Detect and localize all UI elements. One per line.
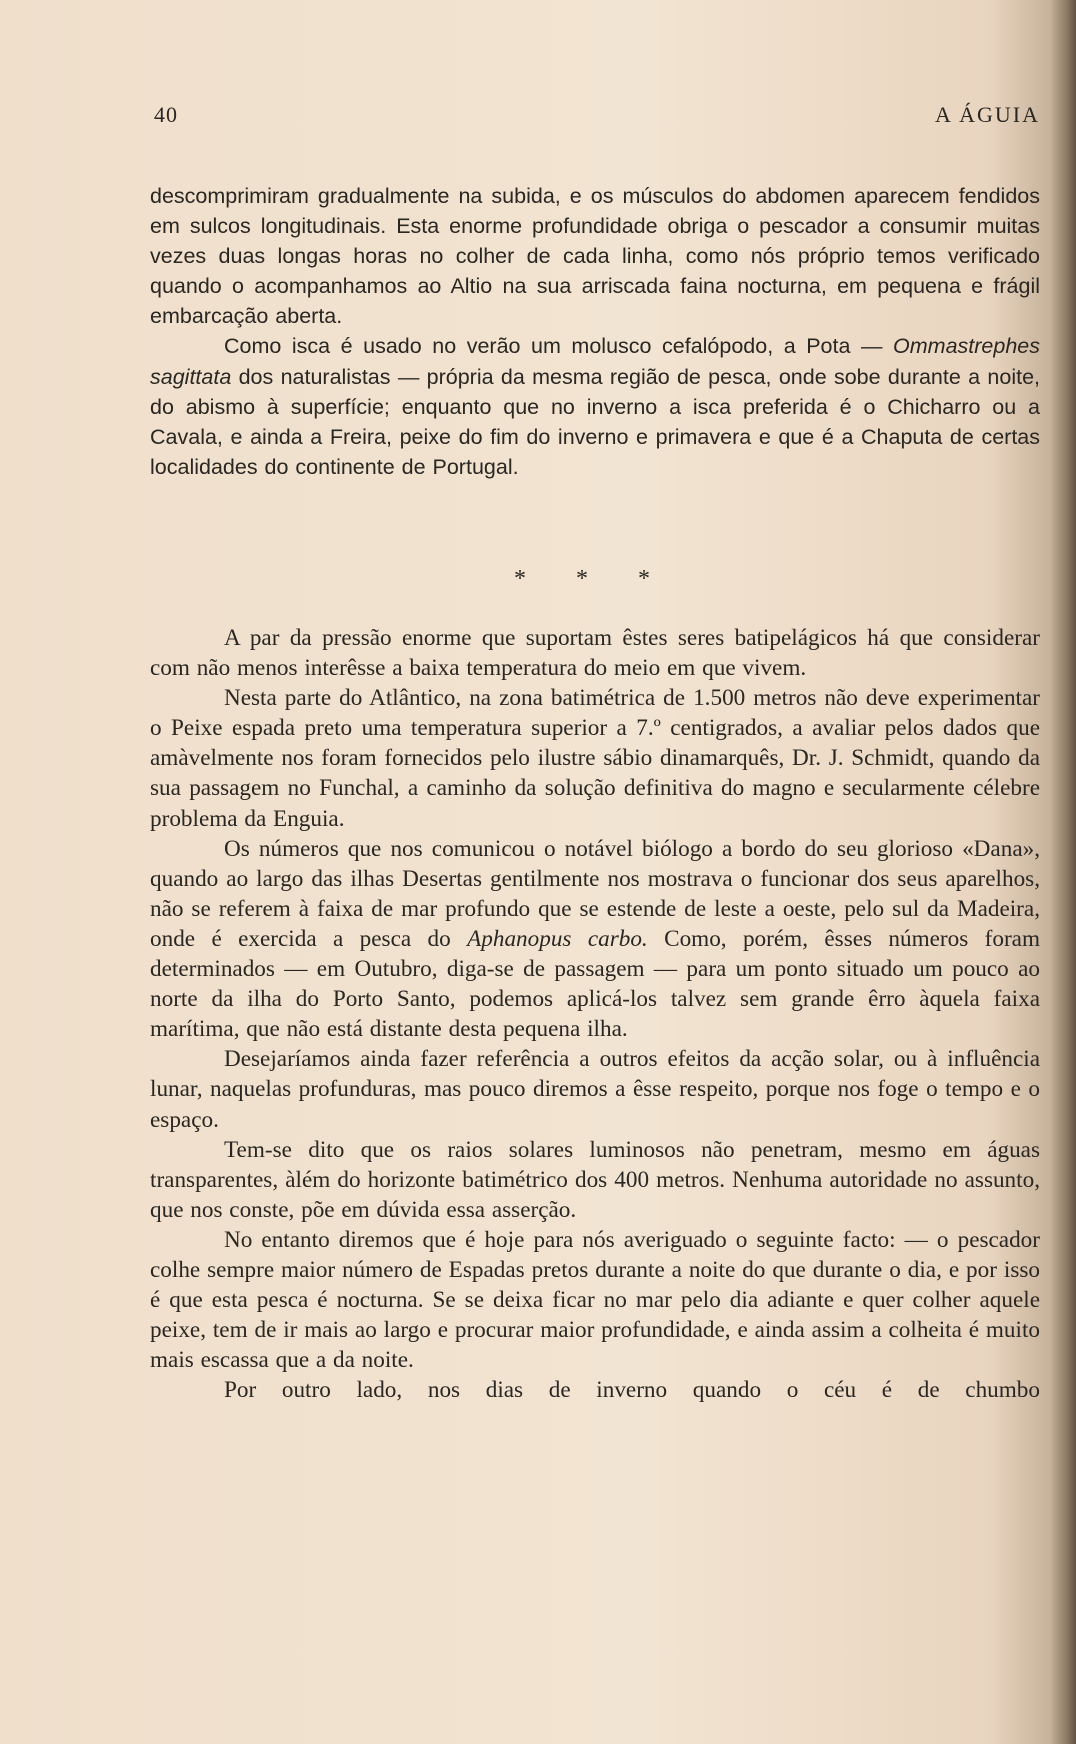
paragraph: Nesta parte do Atlântico, na zona batimétrica de 1.500 metros não deve experimentar o Peixe espada preto uma temperatura superior a 7.º centigrados, a avaliar pelos dados que amàvelmente nos foram fornecidos pelo ilustre sábio dinamarquês, Dr. J. Schmidt, quando da sua passagem no Funchal, a caminho da solução definitiva do magno e secularmente célebre problema da Enguia. [150,685,1040,832]
text-block-top [150,181,1040,482]
paragraph: Por outro lado, nos dias de inverno quando o céu é de chumbo [224,1377,1040,1404]
paragraph-text: dos naturalistas — própria da mesma região de pesca, onde sobe durante a noite, do abismo à superfície; enquanto que no inverno a isca preferida é o Chicharro ou a Cavala, e ainda a Freira, peixe do fim do inverno e primavera e que é a Chaputa de certas localidades do continente de Portugal. [150,364,1040,479]
running-title: A ÁGUIA [934,102,1040,127]
species-name-italic: Ommastrephes sagittata [150,334,1040,389]
paragraph: Desejaríamos ainda fazer referência a outros efeitos da acção solar, ou à influência lunar, naquelas profunduras, mas pouco diremos a êsse respeito, porque nos foge o tempo e o espaço. [150,1046,1040,1133]
section-separator: * * * [514,566,672,592]
paragraph [150,834,1040,1045]
paragraph: A par da pressão enorme que suportam êstes seres batipelágicos há que considerar com não menos interêsse a baixa temperatura do meio em que vivem. [150,625,1040,682]
paragraph-text: Os números que nos comunicou o notável biólogo a bordo do seu glorioso «Dana», quando ao largo das ilhas Desertas gentilmente nos mostrava o funcionar dos seus aparelhos, não se referem à faixa de mar profundo que se estende de leste a oeste, pelo sul da Madeira, onde é exercida a pesca do [150,835,1040,952]
paragraph: No entanto diremos que é hoje para nós averiguado o seguinte facto: — o pescador colhe sempre maior número de Espadas pretos durante a noite do que durante o dia, e por isso é que esta pesca é nocturna. Se se deixa ficar no mar pelo dia adiante e quer colher aquele peixe, tem de ir mais ao largo e procurar maior profundidade, e ainda assim a colheita é muito mais escassa que a da noite. [150,1226,1040,1374]
text-block-bottom [150,623,1040,1436]
paragraph-text: Como, porém, êsses números foram determinados — em Outubro, diga-se de passagem — para um ponto situado um pouco ao norte da ilha do Porto Santo, podemos aplicá-los talvez sem grande êrro àquela faixa marítima, que não está distante desta pequena ilha. [150,925,1040,1043]
paragraph: Tem-se dito que os raios solares luminosos não penetram, mesmo em águas transparentes, àlém do horizonte batimétrico dos 400 metros. Nenhuma autoridade no assunto, que nos conste, põe em dúvida essa asserção. [150,1136,1040,1223]
paragraph [150,331,1040,481]
page-edge-shadow [1050,0,1076,1744]
species-name-italic: Aphanopus carbo. [467,925,648,952]
paragraph: descomprimiram gradualmente na subida, e os músculos do abdomen aparecem fendidos em sulcos longitudinais. Esta enorme profundidade obriga o pescador a consumir muitas vezes duas longas horas no colher de cada linha, como nós próprio temos verificado quando o acompanhamos ao Altio na sua arriscada faina nocturna, em pequena e frágil embarcação aberta. [150,184,1040,329]
paragraph-text: Como isca é usado no verão um molusco cefalópodo, a Pota — [224,334,894,359]
page-number: 40 [154,102,178,127]
